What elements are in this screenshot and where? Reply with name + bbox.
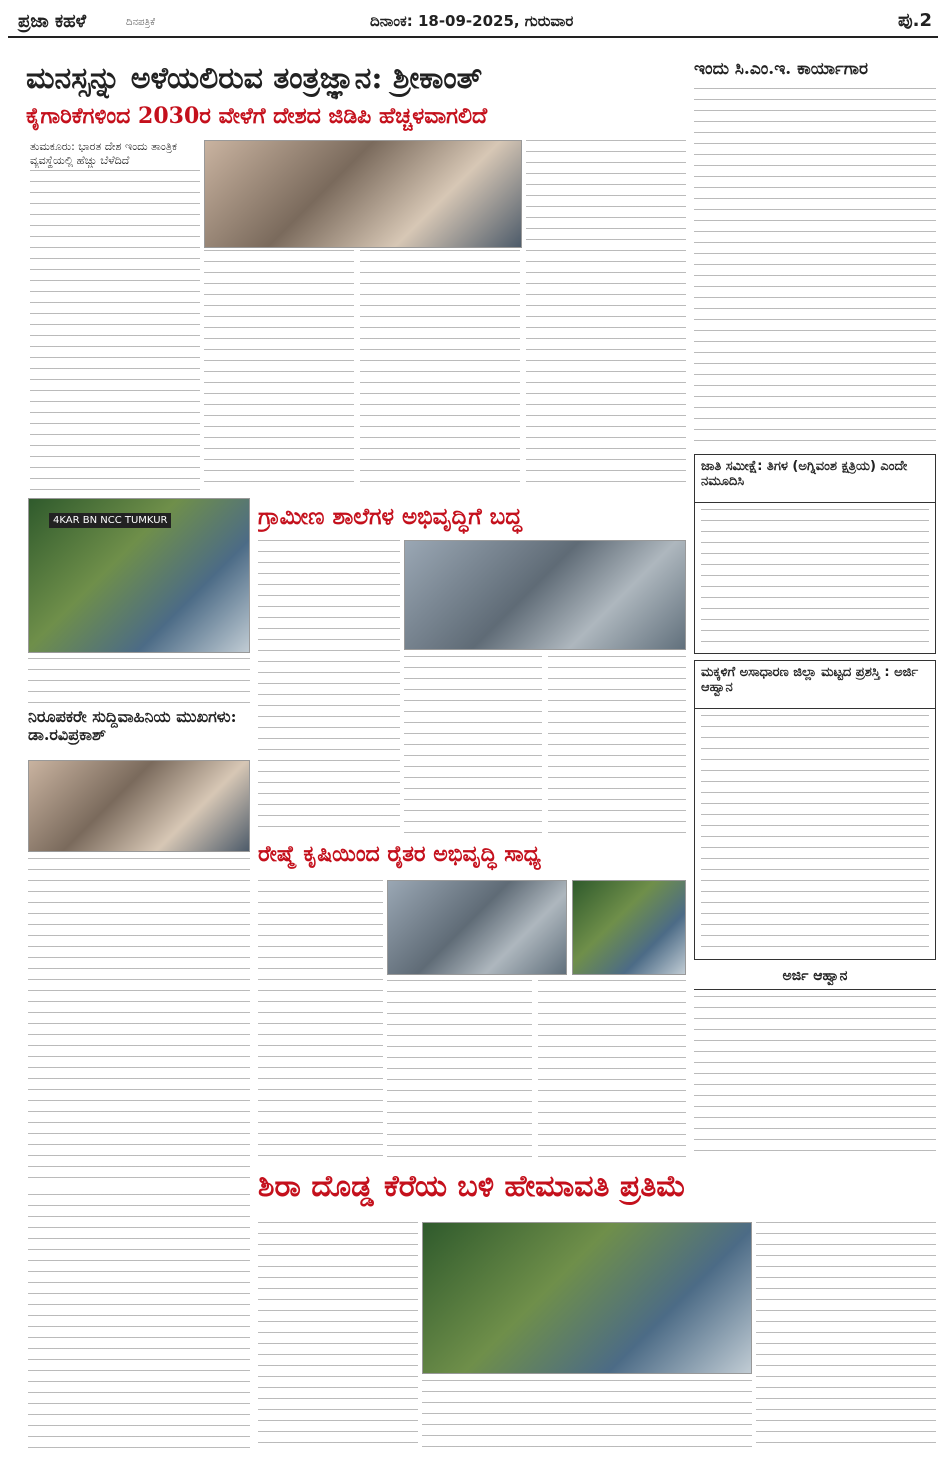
ncc-caption <box>28 658 250 704</box>
sira-body-col1 <box>258 1222 418 1447</box>
lead-photo <box>204 140 522 248</box>
lead-subhead: ಕೈಗಾರಿಕೆಗಳಿಂದ 2030ರ ವೇಳೆಗೆ ದೇಶದ ಜಿಡಿಪಿ ಹೆಚ್ಚಳವಾಗಲಿದೆ <box>26 104 488 129</box>
sira-body-col3 <box>756 1222 936 1447</box>
side-body-1 <box>694 88 936 448</box>
caste-survey-body <box>701 509 929 647</box>
silk-body-col3 <box>538 980 686 1160</box>
caste-survey-title: ಜಾತಿ ಸಮೀಕ್ಷೆ: ತಿಗಳ (ಅಗ್ನಿವಂಶ ಕ್ಷತ್ರಿಯ) ಎಂದೇ ನಮೂದಿಸಿ <box>695 455 935 503</box>
anchor-body <box>28 858 250 1188</box>
page-number: ಪು.2 <box>897 10 932 31</box>
newspaper-tagline: ದಿನಪತ್ರಿಕೆ <box>126 17 156 28</box>
lead-body-col1 <box>30 170 200 490</box>
silk-photo-2 <box>572 880 686 975</box>
rural-body-col2 <box>404 656 542 836</box>
caste-survey-box <box>694 454 936 654</box>
rural-photo <box>404 540 686 650</box>
application-body <box>694 996 936 1156</box>
newspaper-logo: ಪ್ರಜಾ ಕಹಳೆ <box>18 11 87 32</box>
sira-body-col2 <box>422 1380 752 1448</box>
lead-body-col4 <box>526 140 686 490</box>
lead-body-col2 <box>204 250 354 490</box>
ncc-sign: 4KAR BN NCC TUMKUR <box>49 513 171 528</box>
award-box <box>694 660 936 960</box>
silk-body-col1 <box>258 880 383 1160</box>
award-title: ಮಕ್ಕಳಿಗೆ ಅಸಾಧಾರಣ ಜಿಲ್ಲಾ ಮಟ್ಟದ ಪ್ರಶಸ್ತಿ : ಅರ್ಜಿ ಆಹ್ವಾನ <box>695 661 935 709</box>
application-box <box>694 966 936 1162</box>
side-title: ಇಂದು ಸಿ.ಎಂ.ಇ. ಕಾರ್ಯಾಗಾರ <box>694 60 868 79</box>
sira-photo <box>422 1222 752 1374</box>
anchor-headline: ನಿರೂಪಕರೇ ಸುದ್ದಿವಾಹಿನಿಯ ಮುಖಗಳು: ಡಾ.ರವಿಪ್ರಕಾಶ್ <box>28 708 237 744</box>
silk-body-col2 <box>387 980 532 1160</box>
rural-body-col1 <box>258 540 400 835</box>
issue-date: ದಿನಾಂಕ: 18-09-2025, ಗುರುವಾರ <box>370 12 574 30</box>
rural-headline: ಗ್ರಾಮೀಣ ಶಾಲೆಗಳ ಅಭಿವೃದ್ಧಿಗೆ ಬದ್ಧ <box>258 504 522 530</box>
lead-headline: ಮನಸ್ಸನ್ನು ಅಳೆಯಲಿರುವ ತಂತ್ರಜ್ಞಾನ: ಶ್ರೀಕಾಂತ್ <box>26 62 483 96</box>
silk-photo-1 <box>387 880 567 975</box>
rural-body-col3 <box>548 656 686 836</box>
sira-headline: ಶಿರಾ ದೊಡ್ಡ ಕೆರೆಯ ಬಳಿ ಹೇಮಾವತಿ ಪ್ರತಿಮೆ <box>258 1170 687 1204</box>
ncc-photo <box>28 498 250 653</box>
anchor-photo <box>28 760 250 852</box>
silk-headline: ರೇಷ್ಮೆ ಕೃಷಿಯಿಂದ ರೈತರ ಅಭಿವೃದ್ಧಿ ಸಾಧ್ಯ <box>258 842 541 867</box>
lead-body-col3 <box>360 250 520 490</box>
award-body <box>701 715 929 953</box>
lead-intro: ತುಮಕೂರು: ಭಾರತ ದೇಶ ಇಂದು ತಾಂತ್ರಿಕ ವ್ಯವಸ್ಥೆಯಲ್ಲಿ ಹೆಚ್ಚು ಬೆಳೆದಿದೆ <box>30 140 178 167</box>
application-title: ಅರ್ಜಿ ಆಹ್ವಾನ <box>694 966 936 990</box>
bottom-left-body <box>28 1194 250 1448</box>
masthead <box>8 8 938 38</box>
